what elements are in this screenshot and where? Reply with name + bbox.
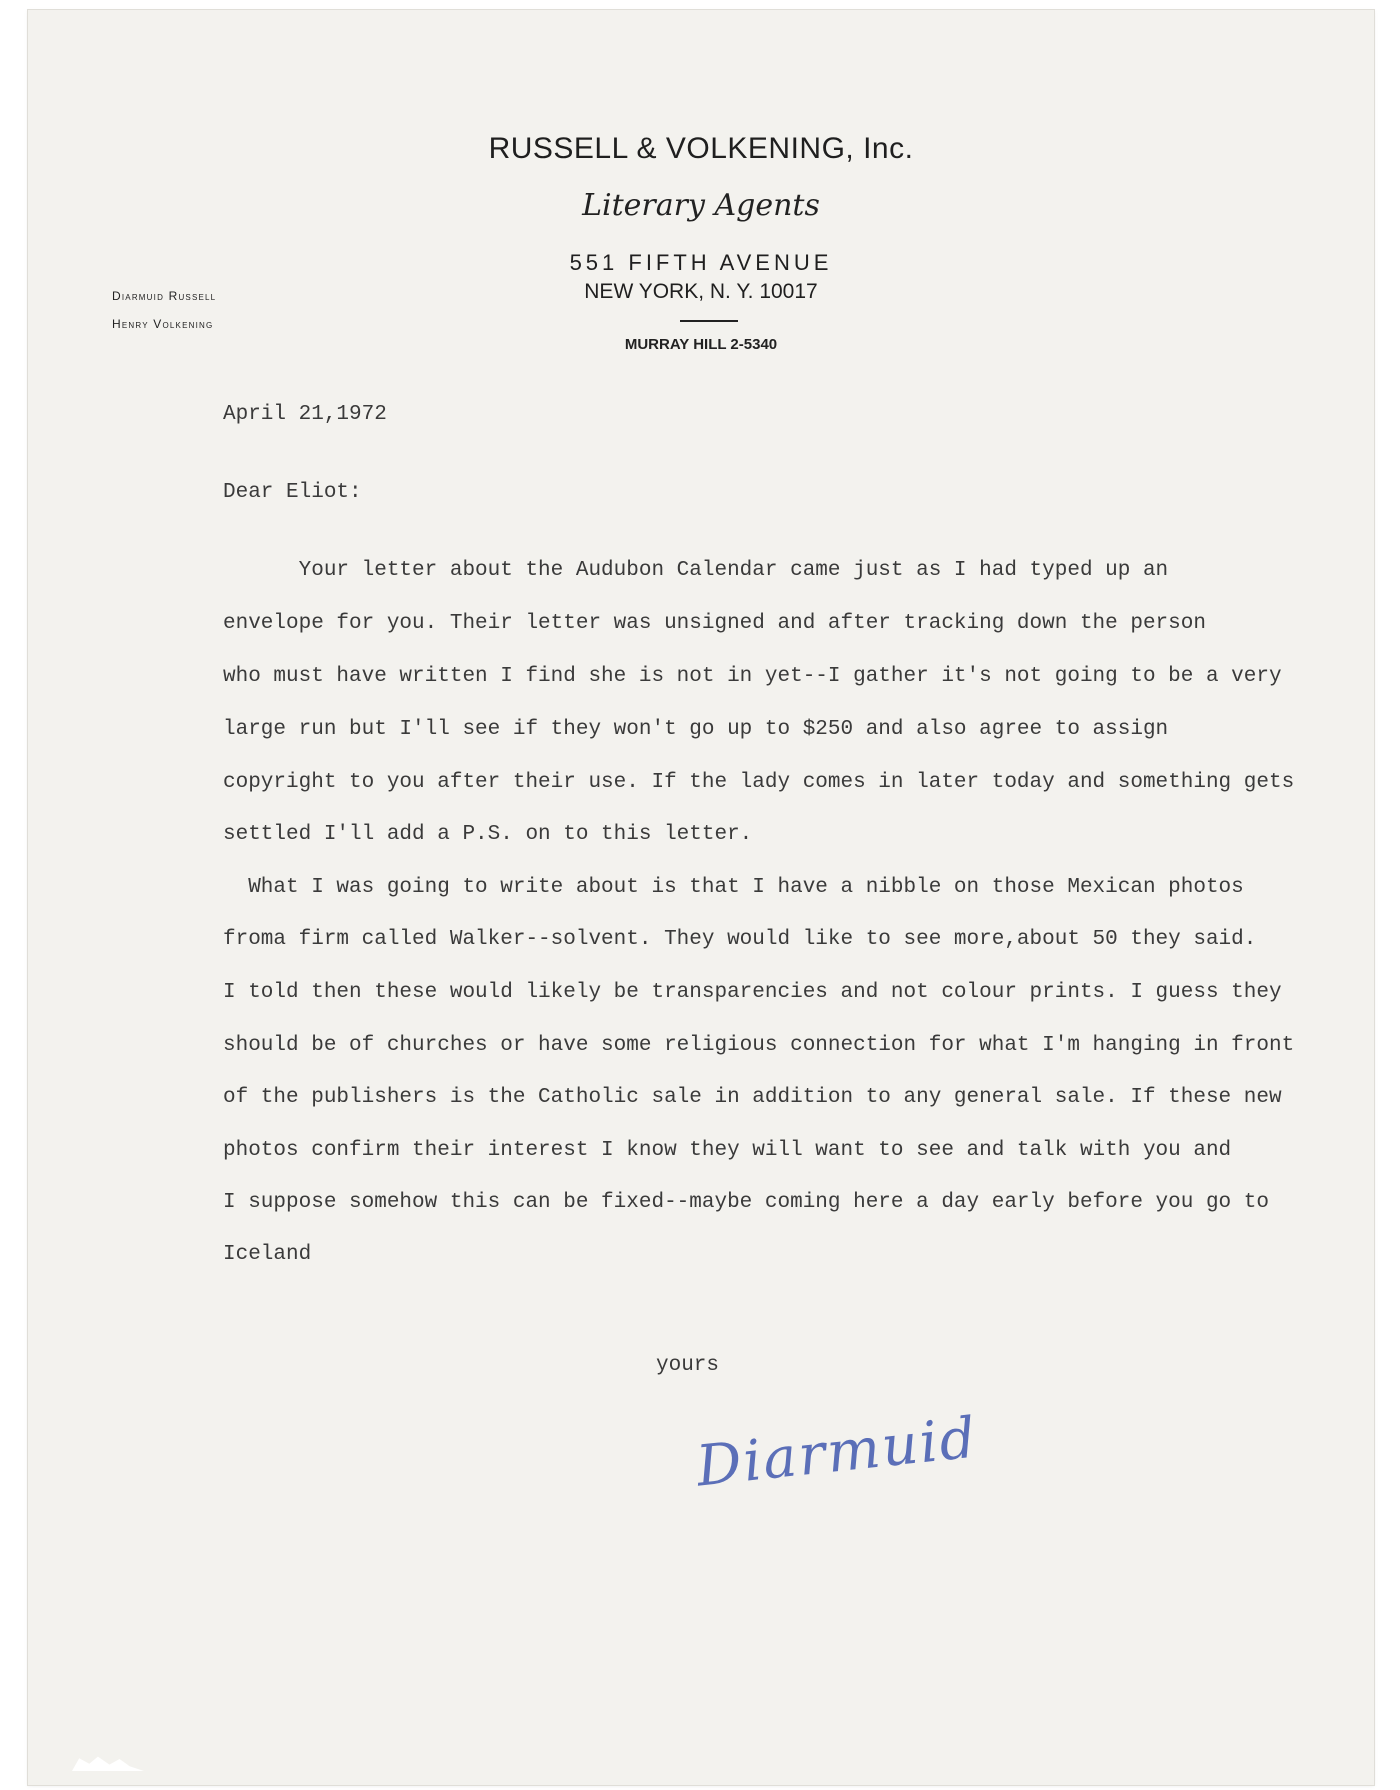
- letter-date: April 21,1972: [223, 403, 387, 426]
- partner-names: [112, 282, 216, 338]
- letterhead-divider: [680, 320, 738, 322]
- firm-name: RUSSELL & VOLKENING, Inc.: [488, 132, 914, 165]
- body-line: settled I'll add a P.S. on to this letter.: [223, 823, 753, 846]
- street-address: 551 FIFTH AVENUE: [569, 250, 833, 275]
- body-line: froma firm called Walker--solvent. They would like to see more,about 50 they said.: [223, 928, 1257, 951]
- torn-edge: [72, 1755, 144, 1771]
- body-line: envelope for you. Their letter was unsigned and after tracking down the person: [223, 612, 1206, 635]
- body-line: large run but I'll see if they won't go up to $250 and also agree to assign: [223, 718, 1169, 741]
- body-line: I told then these would likely be transparencies and not colour prints. I guess they: [223, 981, 1282, 1004]
- salutation: Dear Eliot:: [223, 481, 362, 504]
- body-line: What I was going to write about is that I have a nibble on those Mexican photos: [223, 876, 1244, 899]
- body-line: who must have written I find she is not in yet--I gather it's not going to be a very: [223, 665, 1282, 688]
- city-address: NEW YORK, N. Y. 10017: [584, 280, 818, 303]
- letter-page: [28, 10, 1374, 1785]
- body-line: copyright to you after their use. If the lady comes in later today and something gets: [223, 771, 1295, 794]
- handwritten-signature: Diarmuid: [693, 1405, 981, 1500]
- partner-name: Diarmuid Russell: [112, 289, 217, 303]
- closing: yours: [656, 1354, 720, 1377]
- body-line: Your letter about the Audubon Calendar came just as I had typed up an: [223, 559, 1169, 582]
- body-line: I suppose somehow this can be fixed--maybe coming here a day early before you go to: [223, 1191, 1269, 1214]
- body-line: photos confirm their interest I know they will want to see and talk with you and: [223, 1139, 1232, 1162]
- firm-tagline: Literary Agents: [582, 188, 820, 223]
- partner-name: Henry Volkening: [112, 317, 214, 331]
- phone-number: MURRAY HILL 2-5340: [624, 336, 778, 353]
- body-line: Iceland: [223, 1243, 312, 1266]
- body-line: of the publishers is the Catholic sale in addition to any general sale. If these new: [223, 1086, 1282, 1109]
- body-line: should be of churches or have some religious connection for what I'm hanging in front: [223, 1034, 1295, 1057]
